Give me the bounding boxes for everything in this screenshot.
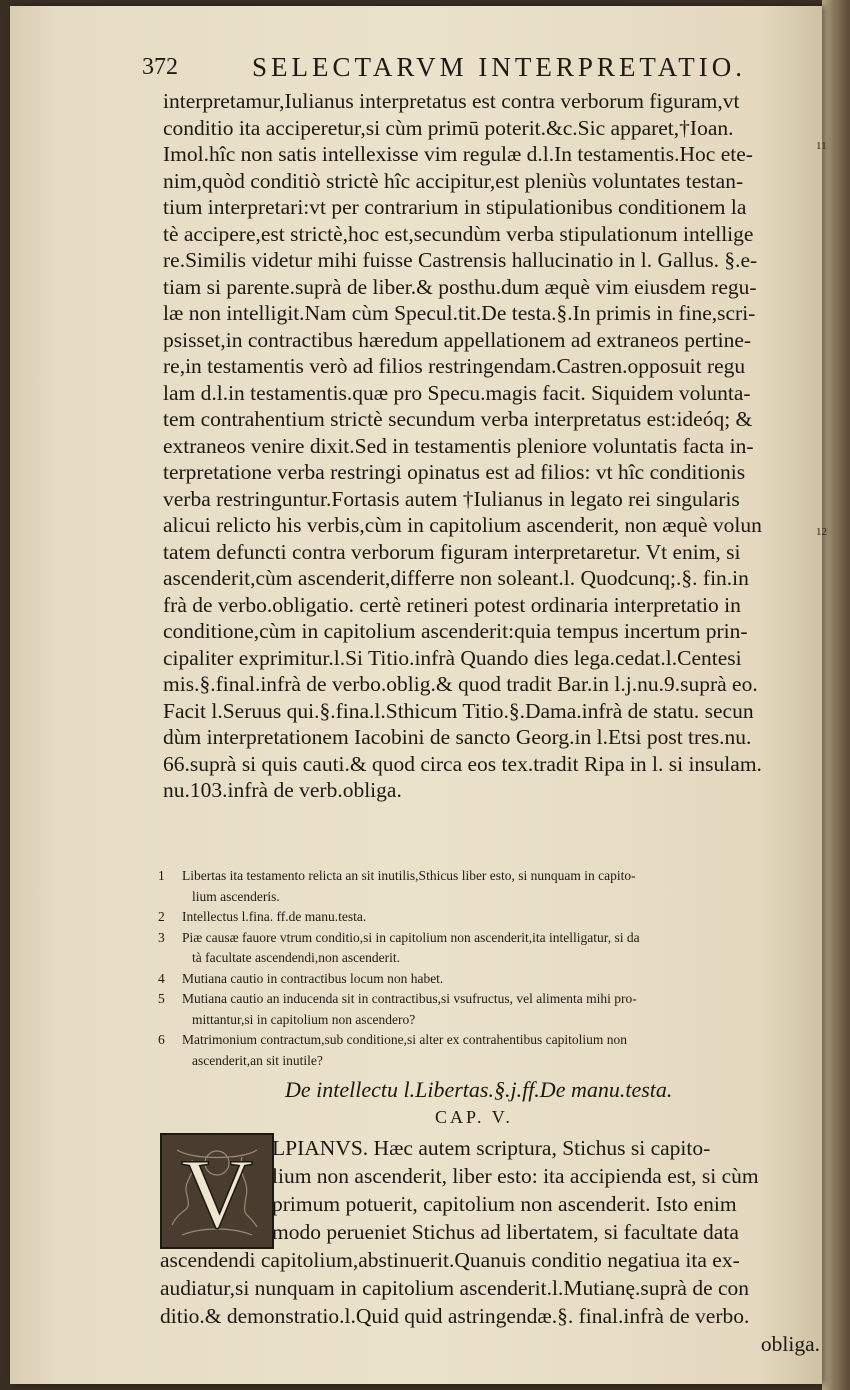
note-item bbox=[158, 1030, 818, 1071]
note-number: 4 bbox=[158, 970, 165, 986]
chapter-line: LPIANVS. Hæc autem scriptura, Stichus si capito- bbox=[272, 1136, 711, 1160]
note-item bbox=[158, 907, 818, 928]
note-number: 1 bbox=[158, 868, 165, 883]
initial-letter: V bbox=[180, 1138, 254, 1247]
text-line: terpretatione verba restringi opinatus est ad filios: vt hîc conditionis bbox=[163, 460, 746, 484]
text-line: conditione,cùm in capitolium ascenderit:quia tempus incertum prin- bbox=[163, 619, 748, 643]
margin-note-11: 11 bbox=[816, 140, 827, 152]
text-line: nu.103.infrà de verb.obliga. bbox=[163, 778, 402, 802]
page-number: 372 bbox=[142, 54, 178, 80]
page-header bbox=[142, 50, 782, 84]
note-text: ascenderit,an sit inutile? bbox=[192, 1052, 323, 1068]
text-line: lam d.l.in testamentis.quæ pro Specu.magis facit. Siquidem volunta- bbox=[163, 380, 751, 405]
text-line: conditio ita acciperetur,si cùm primū poterit.&c.Sic apparet,†Ioan. bbox=[163, 115, 734, 140]
note-text: mittantur,si in capitolium non ascendero? bbox=[192, 1011, 416, 1027]
chapter-line: lium non ascenderit, liber esto: ita accipienda est, si cùm bbox=[272, 1164, 759, 1188]
chapter-line: ditio.& demonstratio.l.Quid quid astringendæ.§. final.infrà de verbo. bbox=[160, 1304, 750, 1328]
book-edge bbox=[822, 0, 850, 1390]
text-line: re,in testamentis verò ad filios restringendam.Castren.opposuit regu bbox=[163, 354, 746, 378]
text-line: tem contrahentium strictè secundum verba interpretatus est:ideóq; & bbox=[163, 407, 753, 431]
chapter-title: De intellectu l.Libertas.§.j.ff.De manu.testa. bbox=[285, 1077, 673, 1102]
note-item bbox=[158, 989, 818, 1030]
note-text: Libertas ita testamento relicta an sit inutilis,Sthicus liber esto, si nunquam in capito- bbox=[182, 868, 636, 883]
text-line: nim,quòd conditiò strictè hîc accipitur,est pleniùs voluntates testan- bbox=[163, 168, 744, 193]
note-text: Intellectus l.fina. ff.de manu.testa. bbox=[182, 909, 367, 924]
text-line: Imol.hîc non satis intellexisse vim regulæ d.l.In testamentis.Hoc ete- bbox=[163, 142, 753, 166]
text-line: re.Similis videtur mihi fuisse Castrensis hallucinatio in l. Gallus. §.e- bbox=[163, 248, 758, 272]
text-line: tè accipere,est strictè,hoc est,secundùm verba stipulationum intellige bbox=[163, 221, 754, 246]
note-text: Matrimonium contractum,sub conditione,si alter ex contrahentibus capitolium non bbox=[182, 1032, 628, 1047]
margin-note-12: 12 bbox=[816, 526, 827, 538]
chapter-text bbox=[160, 1134, 820, 1358]
note-text: tà facultate ascendendi,non ascenderit. bbox=[192, 950, 401, 965]
text-line: verba restringuntur.Fortasis autem †Iulianus in legato rei singularis bbox=[163, 486, 740, 511]
text-line: mis.§.final.infrà de verbo.oblig.& quod tradit Bar.in l.j.nu.9.suprà eo. bbox=[163, 672, 758, 696]
note-text: lium ascenderis. bbox=[192, 888, 280, 904]
note-number: 6 bbox=[158, 1032, 165, 1047]
text-line: 66.suprà si quis cauti.& quod circa eos tex.tradit Ripa in l. si insulam. bbox=[163, 751, 762, 776]
note-item bbox=[158, 928, 818, 969]
chapter-line: audiatur,si nunquam in capitolium ascenderit.l.Mutianę.suprà de con bbox=[160, 1276, 750, 1300]
running-title: SELECTARVM INTERPRETATIO. bbox=[252, 52, 747, 82]
text-line: tatem defuncti contra verborum figuram interpretaretur. Vt enim, si bbox=[163, 539, 741, 564]
text-line: tium interpretari:vt per contrarium in stipulationibus conditionem la bbox=[163, 195, 747, 219]
text-line: læ non intelligit.Nam cùm Specul.tit.De testa.§.In primis in fine,scri- bbox=[163, 301, 756, 325]
summary-notes bbox=[158, 866, 818, 1071]
text-line: tiam si parente.suprà de liber.& posthu.dum æquè vim eiusdem regu- bbox=[163, 274, 757, 299]
note-text: Piæ causæ fauore vtrum conditio,si in capitolium non ascenderit,ita intelligatur, si da bbox=[182, 929, 640, 945]
text-line: Facit l.Seruus qui.§.fina.l.Sthicum Titio.§.Dama.infrà de statu. secun bbox=[163, 698, 754, 723]
text-line: interpretamur,Iulianus interpretatus est contra verborum figuram,vt bbox=[163, 89, 740, 113]
main-text bbox=[163, 88, 823, 804]
note-number: 2 bbox=[158, 909, 165, 924]
text-line: alicui relicto his verbis,cùm in capitolium ascenderit, non æquè volun bbox=[163, 513, 762, 537]
note-item bbox=[158, 969, 818, 990]
text-line: dùm interpretationem Iacobini de sancto Georg.in l.Etsi post tres.nu. bbox=[163, 725, 752, 749]
text-line: cipaliter exprimitur.l.Si Titio.infrà Quando dies lega.cedat.l.Centesi bbox=[163, 645, 742, 670]
chapter-number: CAP. V. bbox=[435, 1107, 513, 1127]
chapter-line: ascendendi capitolium,abstinuerit.Quanuis conditio negatiua ita ex- bbox=[160, 1248, 740, 1272]
note-text: Mutiana cautio an inducenda sit in contractibus,si vsufructus, vel alimenta mihi pro- bbox=[182, 991, 637, 1006]
chapter-line: modo perueniet Stichus ad libertatem, si facultate data bbox=[272, 1220, 739, 1244]
note-item bbox=[158, 866, 818, 907]
chapter-line: primum potuerit, capitolium non ascenderit. Isto enim bbox=[272, 1192, 737, 1216]
text-line: frà de verbo.obligatio. certè retineri potest ordinaria interpretatio in bbox=[163, 592, 741, 617]
text-line: ascenderit,cùm ascenderit,differre non soleant.l. Quodcunq;.§. fin.in bbox=[163, 566, 749, 590]
text-line: extraneos venire dixit.Sed in testamentis pleniore voluntatis facta in- bbox=[163, 433, 754, 458]
note-number: 3 bbox=[158, 929, 165, 945]
text-line: psisset,in contractibus hæredum appellationem ad extraneos pertine- bbox=[163, 327, 752, 352]
note-number: 5 bbox=[158, 991, 165, 1006]
chapter-line: obliga. bbox=[760, 1332, 820, 1356]
note-text: Mutiana cautio in contractibus locum non habet. bbox=[182, 970, 444, 986]
